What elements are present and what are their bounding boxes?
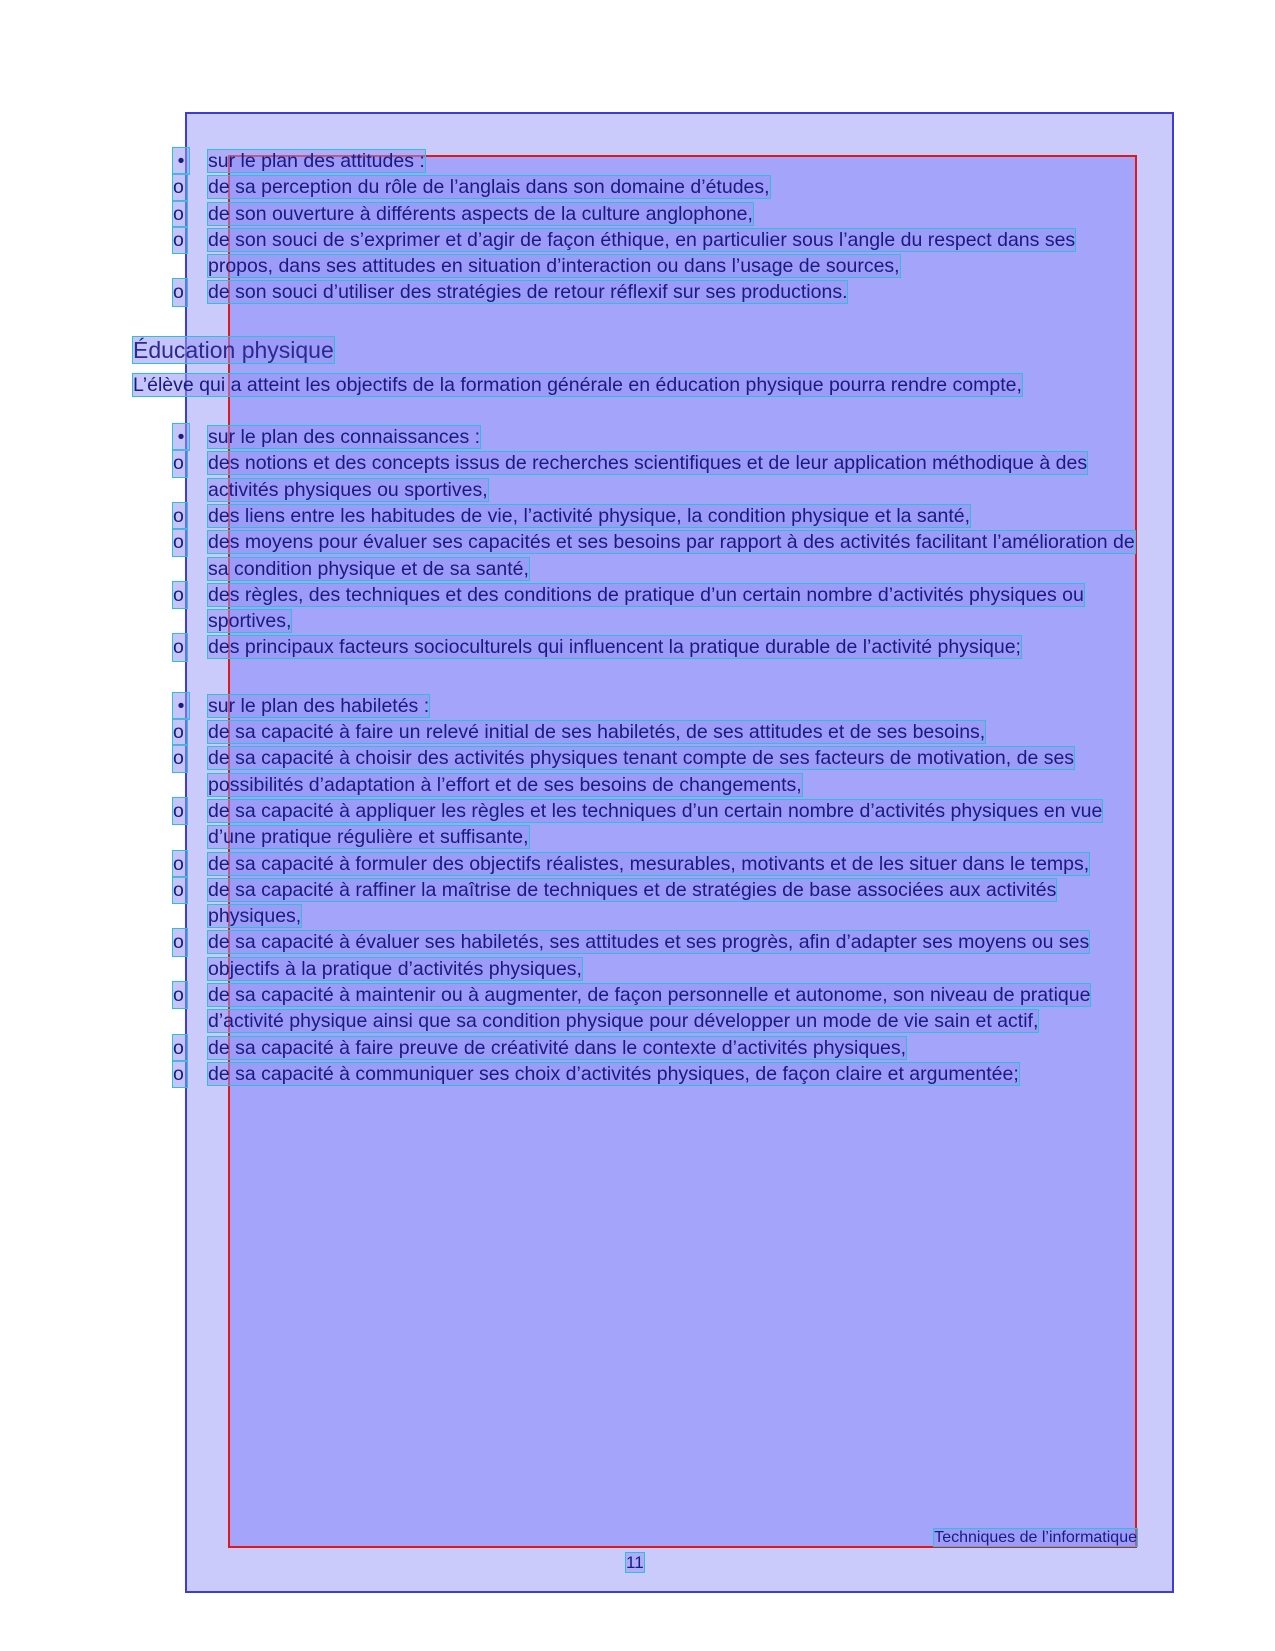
list-item-text: de sa capacité à faire un relevé initial de ses habiletés, de ses attitudes et de ses besoins, xyxy=(208,721,986,744)
page-number xyxy=(626,1553,644,1573)
connaissances-list xyxy=(133,450,1138,660)
list-item-text: de son ouverture à différents aspects de la culture anglophone, xyxy=(208,202,753,225)
sub-bullet-icon: o xyxy=(173,982,187,1008)
list-item-text: des notions et des concepts issus de recherches scientifiques et de leur application méthodique à des activités physiques ou sportives, xyxy=(208,452,1088,501)
list-item xyxy=(133,582,1138,635)
sub-bullet-icon: o xyxy=(173,877,187,903)
sub-bullet-icon: o xyxy=(173,798,187,824)
section-attitudes xyxy=(133,148,1138,174)
document-body xyxy=(133,148,1138,1087)
page-number-text: 11 xyxy=(626,1553,644,1572)
sub-bullet-icon: o xyxy=(173,634,187,660)
section-heading: sur le plan des connaissances : xyxy=(208,426,481,449)
list-item-text: de sa capacité à maintenir ou à augmenter, de façon personnelle et autonome, son niveau de pratique d’activité physique ainsi que sa condition physique pour développer un mode de vie sain et actif, xyxy=(208,984,1091,1033)
intro-text: L’élève qui a atteint les objectifs de la formation générale en éducation physique pourra rendre compte, xyxy=(133,373,1022,396)
sub-bullet-icon: o xyxy=(173,1035,187,1061)
list-item xyxy=(133,174,1138,200)
sub-bullet-icon: o xyxy=(173,503,187,529)
sub-bullet-icon: o xyxy=(173,582,187,608)
sub-bullet-icon: o xyxy=(173,201,187,227)
sub-bullet-icon: o xyxy=(173,719,187,745)
sub-bullet-icon: o xyxy=(173,279,187,305)
section-connaissances xyxy=(133,424,1138,450)
list-item xyxy=(133,503,1138,529)
section-heading: sur le plan des habiletés : xyxy=(208,694,430,717)
list-item xyxy=(133,1035,1138,1061)
section-habiletes xyxy=(133,693,1138,719)
list-item xyxy=(133,1061,1138,1087)
list-item-text: de sa capacité à choisir des activités physiques tenant compte de ses facteurs de motivation, de ses possibilités d’adaptation à l’effort et de ses besoins de changements, xyxy=(208,747,1075,796)
list-item-text: des principaux facteurs socioculturels qui influencent la pratique durable de l’activité physique; xyxy=(208,636,1021,659)
list-item xyxy=(133,929,1138,982)
footer-text: Techniques de l’informatique xyxy=(934,1529,1137,1546)
sub-bullet-icon: o xyxy=(173,851,187,877)
attitudes-list xyxy=(133,174,1138,305)
page-footer xyxy=(934,1529,1137,1547)
bullet-icon: • xyxy=(173,693,189,719)
intro-paragraph xyxy=(133,372,1138,398)
list-item xyxy=(133,798,1138,851)
list-item xyxy=(133,745,1138,798)
list-item xyxy=(133,851,1138,877)
sub-bullet-icon: o xyxy=(173,529,187,555)
list-item xyxy=(133,201,1138,227)
list-item-text: des moyens pour évaluer ses capacités et ses besoins par rapport à des activités facilitant l’amélioration de sa condition physique et de sa santé, xyxy=(208,531,1135,580)
list-item xyxy=(133,719,1138,745)
list-item-text: de sa capacité à faire preuve de créativité dans le contexte d’activités physiques, xyxy=(208,1036,907,1059)
section-heading: sur le plan des attitudes : xyxy=(208,150,425,172)
sub-bullet-icon: o xyxy=(173,929,187,955)
section-title-text: Éducation physique xyxy=(133,336,334,363)
bullet-icon: • xyxy=(173,424,189,450)
bullet-icon: • xyxy=(173,148,189,174)
list-item-text: des règles, des techniques et des conditions de pratique d’un certain nombre d’activités physiques ou sportives, xyxy=(208,583,1084,633)
section-title xyxy=(133,336,1138,364)
list-item-text: de sa capacité à raffiner la maîtrise de techniques et de stratégies de base associées aux activités physiques, xyxy=(208,878,1057,928)
list-item-text: de sa capacité à évaluer ses habiletés, ses attitudes et ses progrès, afin d’adapter ses moyens ou ses objectifs à la pratique d’activités physiques, xyxy=(208,931,1090,980)
sub-bullet-icon: o xyxy=(173,450,187,476)
sub-bullet-icon: o xyxy=(173,174,187,200)
list-item-text: de sa capacité à communiquer ses choix d’activités physiques, de façon claire et argumentée; xyxy=(208,1062,1019,1085)
list-item-text: de son souci de s’exprimer et d’agir de façon éthique, en particulier sous l’angle du respect dans ses propos, dans ses attitudes en situation d’interaction ou dans l’usage de sources, xyxy=(208,228,1076,278)
list-item xyxy=(133,877,1138,930)
list-item xyxy=(133,634,1138,660)
list-item-text: de sa perception du rôle de l’anglais dans son domaine d’études, xyxy=(208,176,770,199)
list-item xyxy=(133,450,1138,503)
sub-bullet-icon: o xyxy=(173,745,187,771)
sub-bullet-icon: o xyxy=(173,1061,187,1087)
spacer xyxy=(133,398,1138,424)
list-item xyxy=(133,279,1138,305)
list-item xyxy=(133,227,1138,280)
list-item xyxy=(133,982,1138,1035)
habiletes-list xyxy=(133,719,1138,1087)
list-item xyxy=(133,529,1138,582)
list-item-text: de sa capacité à formuler des objectifs réalistes, mesurables, motivants et de les situer dans le temps, xyxy=(208,852,1090,875)
list-item-text: de sa capacité à appliquer les règles et les techniques d’un certain nombre d’activités physiques en vue d’une pratique régulière et suffisante, xyxy=(208,799,1103,849)
list-item-text: des liens entre les habitudes de vie, l’activité physique, la condition physique et la santé, xyxy=(208,504,971,527)
sub-bullet-icon: o xyxy=(173,227,187,253)
spacer xyxy=(133,661,1138,693)
list-item-text: de son souci d’utiliser des stratégies de retour réflexif sur ses productions. xyxy=(208,281,848,304)
